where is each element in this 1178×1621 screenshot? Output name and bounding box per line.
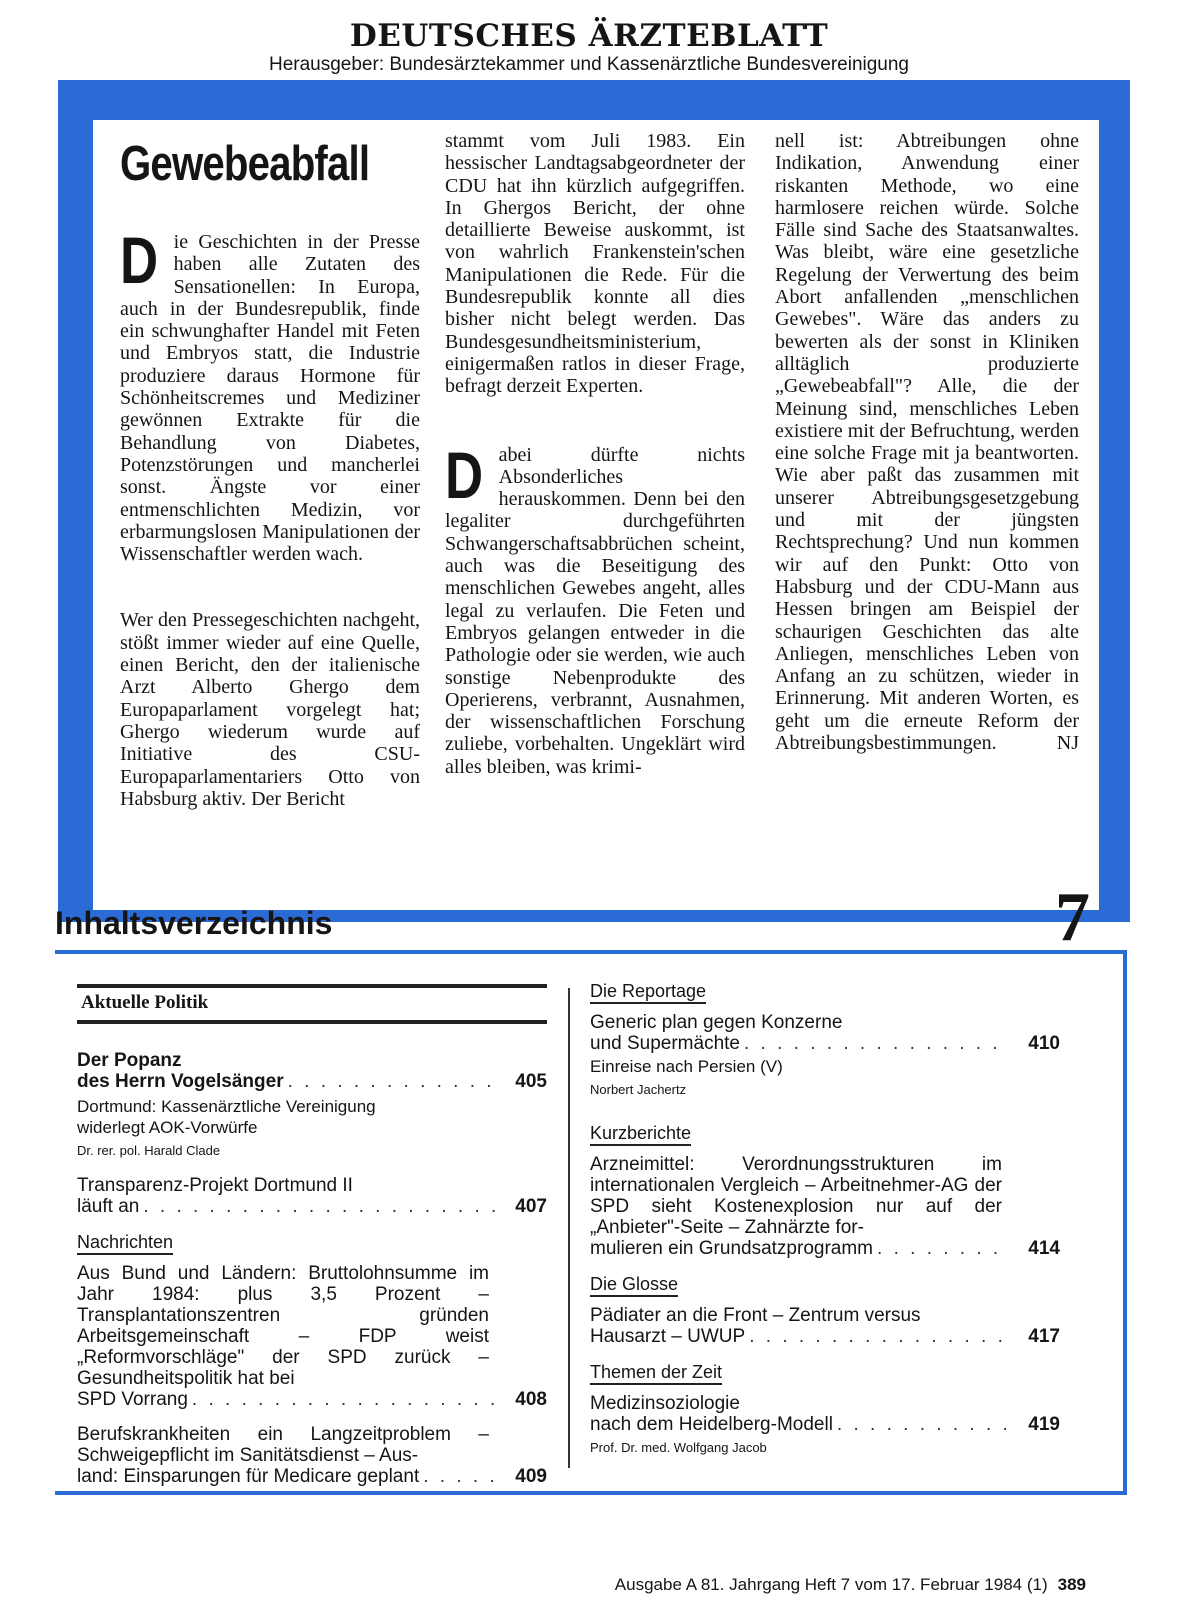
toc-entry-generic-plan[interactable]: [590, 1012, 1060, 1100]
toc-entry-paediater[interactable]: [590, 1305, 1060, 1347]
page-footer: [0, 1575, 1086, 1595]
entry-subtitle: Dortmund: Kassenärztliche Vereinigung widerlegt AOK-Vorwürfe: [77, 1097, 376, 1137]
dropcap: D: [445, 437, 484, 512]
paragraph-text: abei dürfte nichts Absonderliches herauskommen. Denn bei den legaliter durchgeführten Schwangerschaftsabbrüchen scheint, auch was die Beseitigung des menschlichen Gewebes angeht, alles legal zu verlaufen. Die Feten und Embryos gelangen entweder in die Pathologie oder sie werden, wie auch sonstige Nebenprodukte des Operierens, verbrannt, Ausnahmen, der wissenschaftlichen Forschung zuliebe, vorbehalten. Ungeklärt wird alles bleiben, was krimi-: [445, 443, 745, 778]
entry-text: mulieren ein Grundsatzprogramm: [590, 1238, 874, 1259]
toc-left-column: [77, 984, 547, 1501]
editorial-paragraph-2: Wer den Pressegeschichten nachgeht, stößt immer wieder auf eine Quelle, einen Bericht, den der italienische Arzt Alberto Ghergo dem Europaparlament vorgelegt hat; Ghergo wiederum wurde auf Initiative des CSU-Europaparlamentariers Otto von Habsburg aktiv. Der Bericht: [120, 609, 420, 810]
paragraph-text: ie Geschichten in der Presse haben alle Zutaten des Sensationellen: In Europa, auch in der Bundesrepublik, finde ein schwunghafter Handel mit Feten und Embryos statt, die Industrie produziere daraus Hormone für Schönheitscremes und Mediziner gewönnen Extrakte für die Behandlung von Diabetes, Potenzstörungen und mancherlei sonst. Ängste vor einer entmenschlichten Medizin, vor erbarmungslosen Manipulationen der Wissenschaftler werden wach.: [120, 231, 420, 566]
entry-text: land: Einsparungen für Medicare geplant: [77, 1466, 420, 1487]
page-number: 407: [515, 1196, 547, 1217]
editorial-paragraph-2-cont: stammt vom Juli 1983. Ein hessischer Landtagsabgeordneter der CDU hat ihn kürzlich aufgegriffen. In Ghergos Bericht, der ohne detaillierte Beweise auskommt, ist von wahrlich Frankenstein'schen Manipulationen die Rede. Für die Bundesrepublik konnte all dies bisher nicht belegt werden. Das Bundesgesundheitsministerium, einigermaßen ratlos in dieser Frage, befragt derzeit Experten.: [445, 130, 745, 398]
toc-entry-berufskrankheiten[interactable]: [77, 1424, 547, 1487]
page-number: 419: [1028, 1414, 1060, 1435]
entry-subtitle: Einreise nach Persien (V): [590, 1057, 783, 1076]
entry-title: Generic plan gegen Konzerne: [590, 1012, 843, 1033]
page-number: 417: [1028, 1326, 1060, 1347]
entry-title: Medizinsoziologie: [590, 1393, 740, 1414]
editorial-box: [93, 120, 1099, 910]
entry-text: Arzneimittel: Verordnungsstrukturen im internationalen Vergleich – Arbeitnehmer-AG der SPD sieht Kostenexplosion nur auf der „Anbieter"-Seite – Zahnärzte for-: [590, 1154, 1002, 1238]
entry-text: SPD Vorrang: [77, 1389, 188, 1410]
toc-entry-medizinsoziologie[interactable]: [590, 1393, 1060, 1458]
entry-title: und Supermächte: [590, 1033, 740, 1054]
entry-author: Dr. rer. pol. Harald Clade: [77, 1143, 221, 1158]
section-label-kurzberichte: Kurzberichte: [590, 1122, 691, 1146]
editorial-headline: Gewebeabfall: [120, 137, 370, 191]
entry-text: Berufskrankheiten ein Langzeitproblem – Schweigepflicht im Sanitätsdienst – Aus-: [77, 1424, 489, 1466]
column-divider: [568, 988, 570, 1468]
toc-frame: [55, 950, 1127, 1495]
toc-right-column: [590, 980, 1060, 1472]
section-label-themen: Themen der Zeit: [590, 1361, 722, 1385]
issue-number: 7: [1055, 879, 1090, 956]
entry-title: Transparenz-Projekt Dortmund II: [77, 1175, 353, 1196]
page-number: 414: [1028, 1238, 1060, 1259]
page-number: 405: [515, 1071, 547, 1092]
entry-title: Pädiater an die Front – Zentrum versus: [590, 1305, 921, 1326]
toc-heading: Inhaltsverzeichnis: [55, 905, 333, 941]
entry-title: läuft an: [77, 1196, 140, 1217]
toc-entry-arzneimittel[interactable]: [590, 1154, 1060, 1259]
editorial-paragraph-3: [445, 437, 745, 778]
page-number: 410: [1028, 1033, 1060, 1054]
toc-entry-bund-laender[interactable]: [77, 1263, 547, 1410]
masthead-title: DEUTSCHES ÄRZTEBLATT: [349, 18, 829, 54]
section-label-reportage: Die Reportage: [590, 980, 706, 1004]
entry-title: Der Popanz: [77, 1050, 182, 1071]
issue-info: Ausgabe A 81. Jahrgang Heft 7 vom 17. Februar 1984 (1): [614, 1575, 1048, 1594]
editorial-frame: [58, 80, 1130, 922]
entry-title: Hausarzt – UWUP: [590, 1326, 746, 1347]
editorial-signature: NJ: [1056, 732, 1079, 755]
dropcap: D: [120, 223, 159, 297]
section-label-nachrichten: Nachrichten: [77, 1231, 173, 1255]
section-label-glosse: Die Glosse: [590, 1273, 678, 1297]
toc-entry-transparenz[interactable]: [77, 1175, 547, 1217]
entry-author: Norbert Jachertz: [590, 1082, 687, 1097]
editorial-column-3: [775, 130, 1079, 754]
masthead-publisher: Herausgeber: Bundesärztekammer und Kassenärztliche Bundesvereinigung: [268, 54, 910, 75]
toc-entry-popanz[interactable]: [77, 1050, 547, 1161]
entry-text: Aus Bund und Ländern: Bruttolohnsumme im Jahr 1984: plus 3,5 Prozent – Transplantationszentren gründen Arbeitsgemeinschaft – FDP weist „Reformvorschläge" der SPD zurück – Gesundheitspolitik hat bei: [77, 1263, 489, 1389]
paragraph-text: nell ist: Abtreibungen ohne Indikation, Anwendung einer riskanten Methode, wo eine harmlosere reichen würde. Solche Fälle sind Sache des Staatsanwaltes. Was bleibt, wäre eine gesetzliche Regelung der Verwertung des beim Abort anfallenden „menschlichen Gewebes". Wäre das anders zu bewerten als der sonst in Kliniken alltäglich produzierte „Gewebeabfall"? Alle, die der Meinung sind, menschliches Leben existiere mit der Befruchtung, werden eine solche Frage mit ja beantworten. Wie aber paßt das zusammen mit unserer Abtreibungsgesetzgebung und mit der jüngsten Rechtsprechung? Und nun kommen wir auf den Punkt: Otto von Habsburg und der CDU-Mann aus Hessen bringen am Beispiel der schaurigen Geschichten das alte Anliegen, menschliches Leben von Anfang an zu schützen, wieder in Erinnerung. Mit anderen Worten, es geht um die erneute Reform der Abtreibungsbestimmungen.: [775, 130, 1079, 755]
section-header-aktuelle-politik: Aktuelle Politik: [77, 984, 547, 1024]
page-number: 389: [1057, 1575, 1086, 1594]
editorial-column-2: [445, 130, 745, 778]
page-number: 409: [515, 1466, 547, 1487]
entry-title: des Herrn Vogelsänger: [77, 1071, 284, 1092]
editorial-paragraph-1: [120, 223, 420, 566]
page-number: 408: [515, 1389, 547, 1410]
entry-title: nach dem Heidelberg-Modell: [590, 1414, 833, 1435]
entry-author: Prof. Dr. med. Wolfgang Jacob: [590, 1440, 767, 1455]
editorial-column-1: [120, 130, 420, 810]
editorial-paragraph-3-cont: [775, 130, 1079, 754]
